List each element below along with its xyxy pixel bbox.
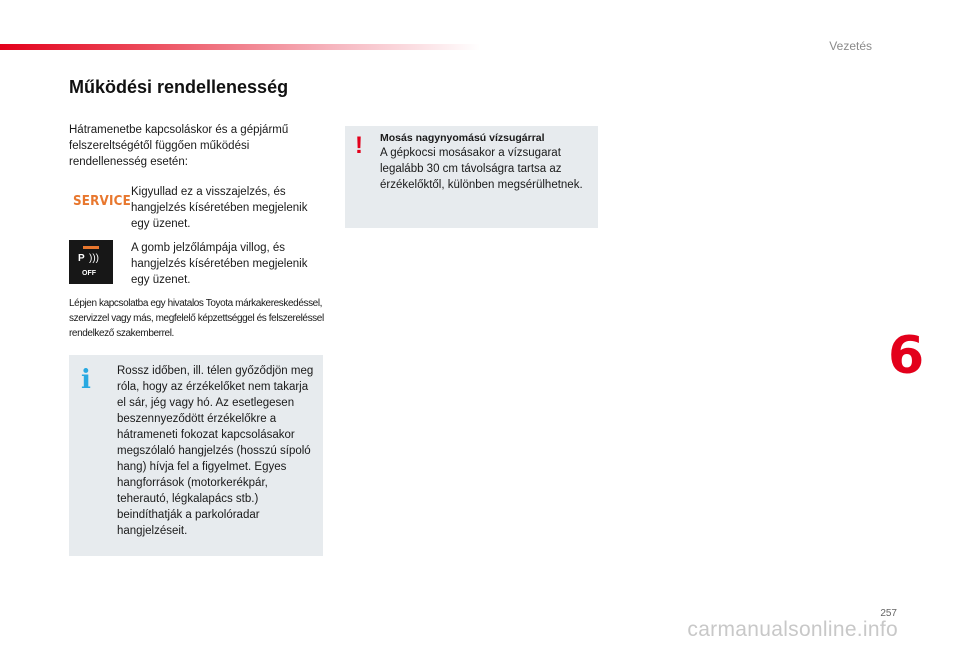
indicator-lamp	[83, 246, 99, 249]
warning-note-box	[345, 126, 598, 228]
chapter-number: 6	[888, 326, 925, 386]
watermark: carmanualsonline.info	[687, 618, 898, 641]
info-note-text: Rossz időben, ill. télen győződjön meg róla, hogy az érzékelőket nem takarja el sár, jég vagy hó. Az esetlegesen beszennyeződött érzékelőkre a hátrameneti fokozat kapcsolásakor megszólaló hangjelzés (hosszú sípoló hang) hívja fel a figyelmet. Egyes hangforrások (motorkerékpár, teherautó, légkalapács stb.) beindíthatják a parkolóradar hangjelzéseit.	[117, 365, 314, 537]
sensor-waves-icon: )))	[89, 253, 99, 264]
park-assist-off-button-icon	[69, 240, 113, 284]
service-warning-icon: SERVICE	[73, 194, 131, 209]
intro-paragraph: Hátramenetbe kapcsoláskor és a gépjármű felszereltségétől függően működési rendellenesség esetén:	[69, 124, 289, 168]
off-label: OFF	[82, 270, 96, 277]
header-accent-bar	[0, 44, 480, 50]
page-number: 257	[880, 608, 897, 619]
park-letter: P	[78, 253, 85, 264]
warning-note-text: A gépkocsi mosásakor a vízsugarat legalább 30 cm távolságra tartsa az érzékelőktől, különben megsérülhetnek.	[380, 147, 583, 191]
page-title: Működési rendellenesség	[69, 77, 289, 97]
section-label: Vezetés	[829, 39, 872, 53]
indicator-text: A gomb jelzőlámpája villog, és hangjelzés kíséretében megjelenik egy üzenet.	[131, 242, 308, 286]
contact-dealer-paragraph: Lépjen kapcsolatba egy hivatalos Toyota márkakereskedéssel, szervizzel vagy más, megfelelő képzettséggel és felszereléssel rendelkező szakemberrel.	[69, 298, 324, 339]
indicator-row-park-assist	[69, 240, 329, 290]
info-note-box	[69, 355, 323, 556]
indicator-text: Kigyullad ez a visszajelzés, és hangjelzés kíséretében megjelenik egy üzenet.	[131, 186, 308, 230]
warning-note-title: Mosás nagynyomású vízsugárral	[380, 132, 545, 144]
info-icon: i	[81, 365, 91, 395]
indicator-row-service	[69, 184, 329, 234]
warning-icon: !	[355, 132, 363, 159]
